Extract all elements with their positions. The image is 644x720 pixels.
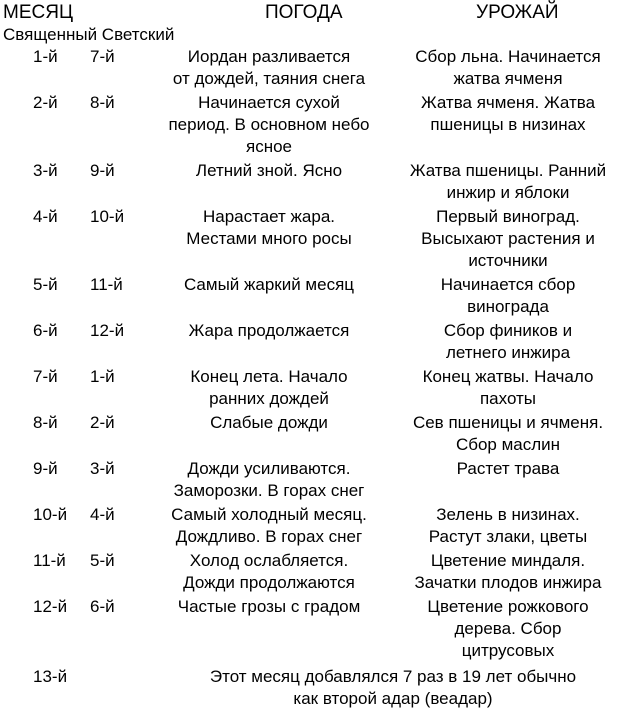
harvest-cell-line: пшеницы в низинах: [430, 115, 586, 134]
weather-cell-line: Дожди продолжаются: [183, 573, 355, 592]
sacred-month: 13-й: [33, 667, 68, 686]
column-header-weather: ПОГОДА: [265, 2, 343, 23]
weather-cell-line: Холод ослабляется.: [189, 551, 349, 570]
sacred-month: 2-й: [33, 93, 58, 112]
weather-cell: [150, 596, 388, 618]
sacred-month: 3-й: [33, 161, 58, 180]
harvest-cell: [374, 320, 642, 364]
harvest-cell-line: Зачатки плодов инжира: [414, 573, 602, 592]
weather-cell-line: Иордан разливается: [187, 47, 351, 66]
weather-cell: [150, 274, 388, 296]
secular-month: 10-й: [90, 207, 125, 226]
weather-cell-line: Местами много росы: [186, 229, 352, 248]
harvest-cell-line: Растут злаки, цветы: [428, 527, 588, 546]
harvest-cell-line: винограда: [467, 297, 549, 316]
sacred-month: 5-й: [33, 275, 58, 294]
weather-cell: [150, 160, 388, 182]
weather-cell-line: Конец лета. Начало: [190, 367, 348, 386]
column-header-harvest: УРОЖАЙ: [476, 2, 559, 23]
sacred-month: 10-й: [33, 505, 68, 524]
harvest-cell-line: Сев пшеницы и ячменя.: [412, 413, 604, 432]
harvest-cell: [374, 550, 642, 594]
secular-month: 1-й: [90, 367, 115, 386]
weather-cell-line: Заморозки. В горах снег: [173, 481, 365, 500]
weather-cell-line: ранних дождей: [209, 389, 329, 408]
secular-month: 8-й: [90, 93, 115, 112]
weather-cell: [150, 412, 388, 434]
secular-month: 5-й: [90, 551, 115, 570]
harvest-cell-line: Сбор льна. Начинается: [415, 47, 601, 66]
harvest-cell: [374, 366, 642, 410]
weather-cell-line: Жара продолжается: [188, 321, 350, 340]
harvest-cell: [374, 46, 642, 90]
secular-month: 12-й: [90, 321, 125, 340]
harvest-cell: [374, 504, 642, 548]
sacred-month: 8-й: [33, 413, 58, 432]
weather-cell: [150, 550, 388, 594]
weather-cell: [150, 46, 388, 90]
sacred-month: 7-й: [33, 367, 58, 386]
weather-cell-line: Частые грозы с градом: [177, 597, 361, 616]
harvest-cell: [374, 206, 642, 272]
weather-cell: [150, 206, 388, 250]
harvest-cell-line: Первый виноград.: [436, 207, 580, 226]
weather-cell: [150, 504, 388, 548]
harvest-cell: [374, 596, 642, 662]
harvest-cell-line: цитрусовых: [461, 641, 555, 660]
leap-month-note-line: Этот месяц добавлялся 7 раз в 19 лет обычно: [209, 667, 577, 686]
harvest-cell-line: Конец жатвы. Начало: [422, 367, 594, 386]
harvest-cell: [374, 458, 642, 480]
harvest-cell-line: Зелень в низинах.: [436, 505, 580, 524]
weather-cell: [150, 320, 388, 342]
weather-cell-line: от дождей, таяния снега: [172, 69, 366, 88]
harvest-cell-line: Растет трава: [456, 459, 560, 478]
harvest-cell-line: дерева. Сбор: [454, 619, 562, 638]
leap-month-note-line: как второй адар (веадар): [293, 689, 493, 708]
harvest-cell: [374, 274, 642, 318]
sacred-month: 9-й: [33, 459, 58, 478]
harvest-cell-line: Жатва пшеницы. Ранний: [409, 161, 607, 180]
sacred-month: 12-й: [33, 597, 68, 616]
secular-month: 4-й: [90, 505, 115, 524]
weather-cell: [150, 366, 388, 410]
secular-month: 9-й: [90, 161, 115, 180]
weather-cell-line: Самый жаркий месяц: [183, 275, 355, 294]
secular-month: 7-й: [90, 47, 115, 66]
column-header-month: МЕСЯЦ: [3, 2, 73, 23]
calendar-subheader: Священный Светский: [3, 25, 175, 44]
harvest-cell-line: жатва ячменя: [453, 69, 563, 88]
weather-cell-line: ясное: [245, 137, 292, 156]
sacred-month: 4-й: [33, 207, 58, 226]
harvest-cell-line: Цветение миндаля.: [430, 551, 586, 570]
secular-month: 3-й: [90, 459, 115, 478]
harvest-cell-line: Начинается сбор: [440, 275, 576, 294]
harvest-cell-line: Жатва ячменя. Жатва: [420, 93, 596, 112]
weather-cell: [150, 458, 388, 502]
weather-cell-line: Дождливо. В горах снег: [175, 527, 363, 546]
harvest-cell-line: источники: [468, 251, 548, 270]
leap-month-note: [145, 666, 641, 710]
harvest-cell-line: летнего инжира: [445, 343, 571, 362]
weather-cell-line: Слабые дожди: [210, 413, 328, 432]
harvest-cell: [374, 92, 642, 136]
sacred-month: 11-й: [33, 551, 66, 570]
harvest-cell: [374, 160, 642, 204]
harvest-cell-line: Сбор маслин: [455, 435, 561, 454]
weather-cell-line: Самый холодный месяц.: [171, 505, 367, 524]
harvest-cell-line: Цветение рожкового: [427, 597, 589, 616]
weather-cell-line: Начинается сухой: [198, 93, 340, 112]
harvest-cell-line: Сбор фиников и: [443, 321, 573, 340]
secular-month: 6-й: [90, 597, 115, 616]
weather-cell-line: Дожди усиливаются.: [187, 459, 351, 478]
weather-cell-line: период. В основном небо: [168, 115, 370, 134]
sacred-month: 6-й: [33, 321, 58, 340]
weather-cell: [150, 92, 388, 158]
secular-month: 11-й: [90, 275, 123, 294]
weather-cell-line: Летний зной. Ясно: [195, 161, 343, 180]
harvest-cell-line: пахоты: [479, 389, 537, 408]
sacred-month: 1-й: [33, 47, 58, 66]
harvest-cell-line: инжир и яблоки: [446, 183, 570, 202]
harvest-cell: [374, 412, 642, 456]
harvest-cell-line: Высыхают растения и: [421, 229, 595, 248]
secular-month: 2-й: [90, 413, 115, 432]
weather-cell-line: Нарастает жара.: [202, 207, 336, 226]
